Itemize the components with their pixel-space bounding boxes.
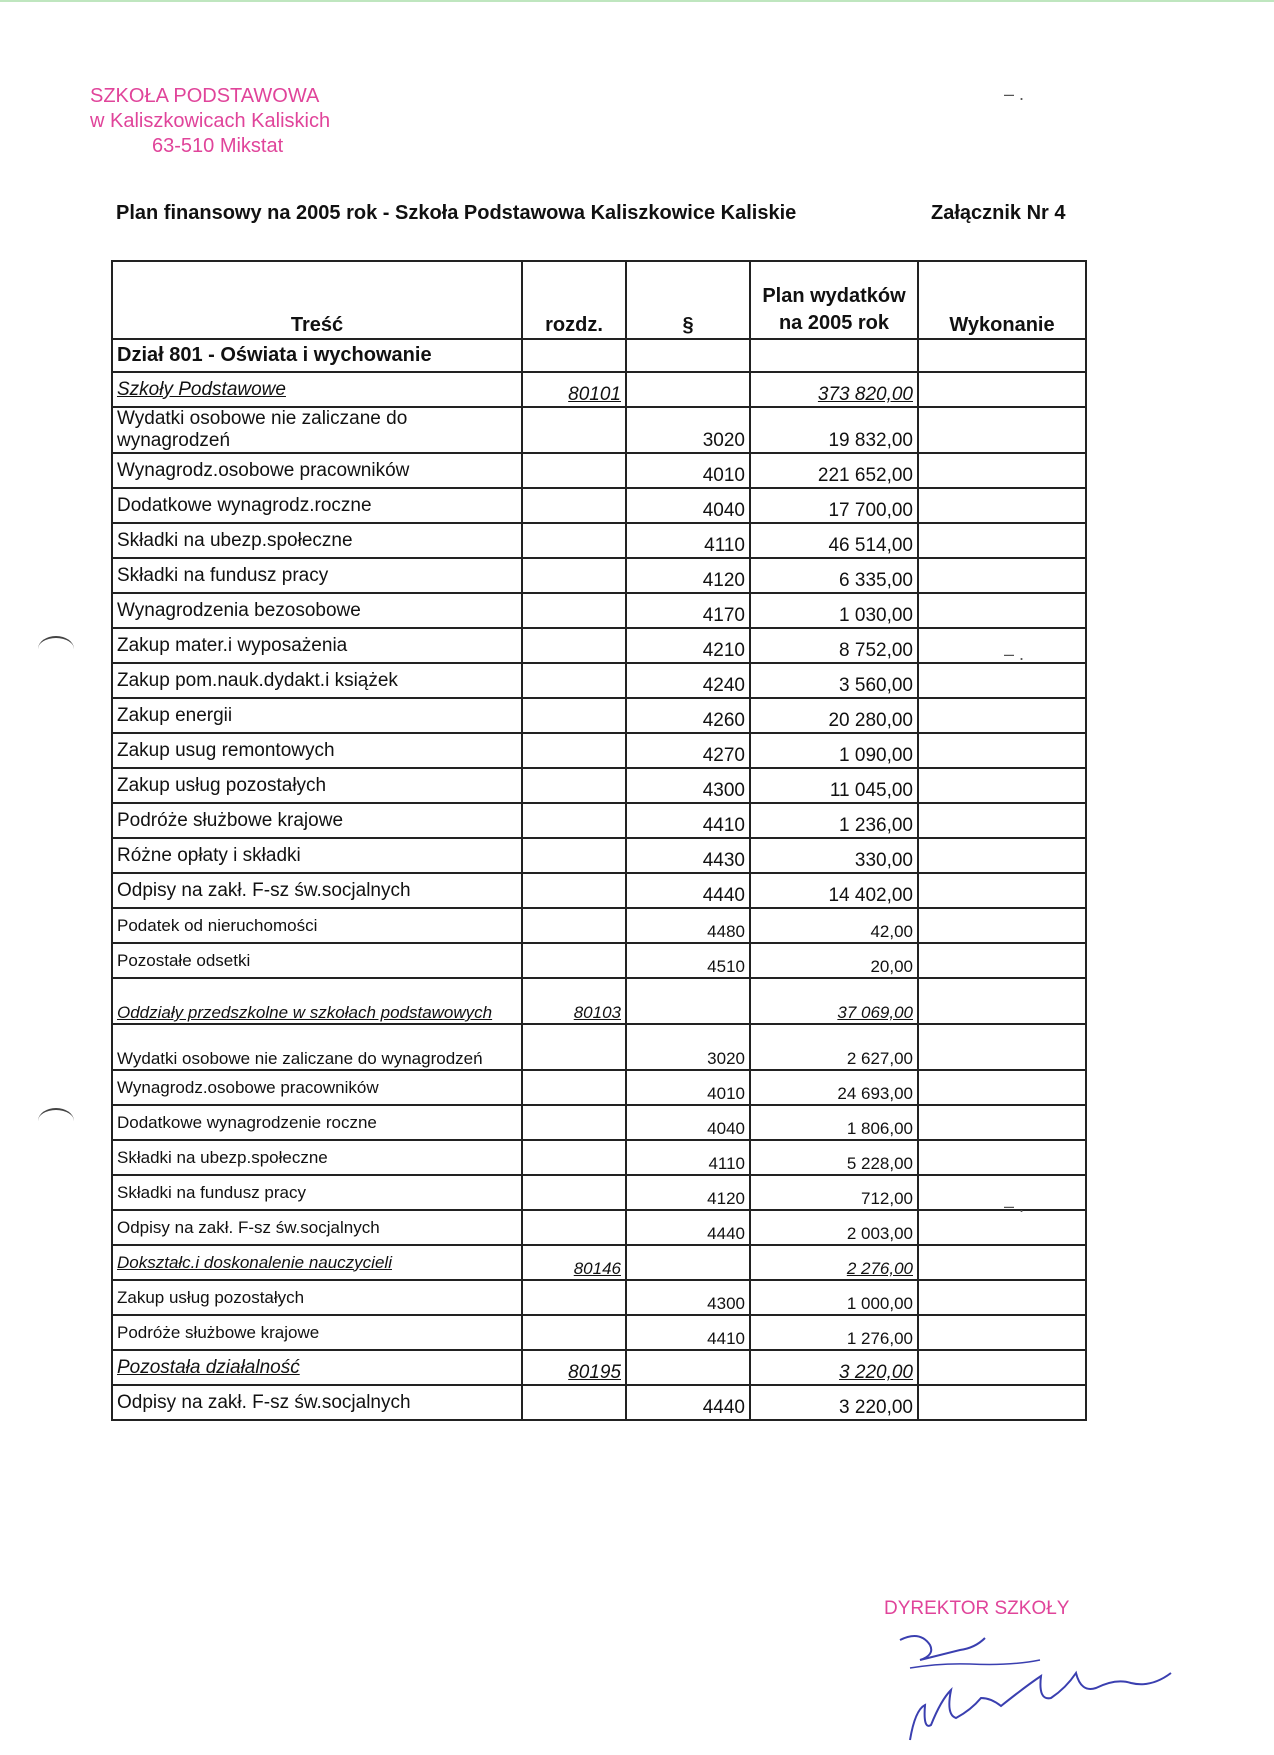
- row-label: Dokształc.i doskonalenie nauczycieli: [112, 1245, 522, 1280]
- row-plan-amount: 6 335,00: [750, 558, 918, 593]
- row-paragraph: 4410: [626, 1315, 750, 1350]
- row-label: Odpisy na zakł. F-sz św.socjalnych: [112, 1385, 522, 1420]
- row-rozdz: 80101: [522, 372, 626, 407]
- header-plan-line2: na 2005 rok: [778, 312, 890, 334]
- row-rozdz: [522, 593, 626, 628]
- row-paragraph: [626, 339, 750, 372]
- division-row: [112, 339, 1086, 372]
- row-paragraph: 4270: [626, 733, 750, 768]
- row-plan-amount: 3 220,00: [750, 1385, 918, 1420]
- row-rozdz: [522, 1070, 626, 1105]
- financial-plan-table: [111, 260, 1087, 1421]
- row-paragraph: 3020: [626, 1024, 750, 1070]
- row-label: Składki na fundusz pracy: [112, 1175, 522, 1210]
- row-plan-amount: 42,00: [750, 908, 918, 943]
- document-title: Plan finansowy na 2005 rok - Szkoła Podstawowa Kaliszkowice Kaliskie: [116, 202, 797, 224]
- punch-hole-mark: [38, 636, 74, 662]
- row-execution: [918, 1175, 1086, 1210]
- header-execution: Wykonanie: [918, 261, 1086, 339]
- table-row: [112, 453, 1086, 488]
- row-label: Podróże służbowe krajowe: [112, 803, 522, 838]
- row-paragraph: [626, 1350, 750, 1385]
- row-paragraph: 4120: [626, 558, 750, 593]
- row-paragraph: 4510: [626, 943, 750, 978]
- school-stamp: [90, 84, 330, 159]
- row-plan-amount: [750, 339, 918, 372]
- row-plan-amount: 46 514,00: [750, 523, 918, 558]
- row-execution: [918, 1140, 1086, 1175]
- row-rozdz: [522, 453, 626, 488]
- row-plan-amount: 712,00: [750, 1175, 918, 1210]
- row-rozdz: [522, 1024, 626, 1070]
- row-execution: [918, 978, 1086, 1024]
- row-label: Oddziały przedszkolne w szkołach podstawowych: [112, 978, 522, 1024]
- row-label: Odpisy na zakł. F-sz św.socjalnych: [112, 1210, 522, 1245]
- header-row: [112, 261, 1086, 339]
- row-label: Różne opłaty i składki: [112, 838, 522, 873]
- row-execution: [918, 1350, 1086, 1385]
- row-rozdz: 80195: [522, 1350, 626, 1385]
- row-paragraph: 4300: [626, 1280, 750, 1315]
- row-execution: [918, 1245, 1086, 1280]
- row-label: Zakup energii: [112, 698, 522, 733]
- row-paragraph: 3020: [626, 407, 750, 453]
- table-row: [112, 523, 1086, 558]
- row-plan-amount: 1 806,00: [750, 1105, 918, 1140]
- table-row: [112, 838, 1086, 873]
- row-paragraph: 4240: [626, 663, 750, 698]
- header-plan: [750, 261, 918, 339]
- scan-mark: ‒ .: [1004, 84, 1025, 104]
- row-label: Wydatki osobowe nie zaliczane do wynagrodzeń: [112, 407, 522, 453]
- row-rozdz: [522, 1210, 626, 1245]
- row-paragraph: [626, 372, 750, 407]
- row-execution: [918, 908, 1086, 943]
- row-rozdz: [522, 558, 626, 593]
- row-rozdz: [522, 838, 626, 873]
- row-rozdz: [522, 1105, 626, 1140]
- row-label: Składki na ubezp.społeczne: [112, 523, 522, 558]
- row-plan-amount: 1 276,00: [750, 1315, 918, 1350]
- row-rozdz: [522, 873, 626, 908]
- row-plan-amount: 1 000,00: [750, 1280, 918, 1315]
- row-execution: [918, 488, 1086, 523]
- row-paragraph: 4040: [626, 1105, 750, 1140]
- row-plan-amount: 1 090,00: [750, 733, 918, 768]
- row-rozdz: [522, 339, 626, 372]
- row-execution: [918, 663, 1086, 698]
- row-plan-amount: 330,00: [750, 838, 918, 873]
- row-execution: [918, 407, 1086, 453]
- header-paragraph: §: [626, 261, 750, 339]
- table-row: [112, 873, 1086, 908]
- row-execution: [918, 803, 1086, 838]
- row-execution: [918, 593, 1086, 628]
- row-plan-amount: 17 700,00: [750, 488, 918, 523]
- row-label: Pozostała działalność: [112, 1350, 522, 1385]
- row-label: Podróże służbowe krajowe: [112, 1315, 522, 1350]
- annex-label: Załącznik Nr 4: [931, 202, 1066, 224]
- row-execution: [918, 1210, 1086, 1245]
- table-row: [112, 1385, 1086, 1420]
- table-row: [112, 768, 1086, 803]
- table-row: [112, 1210, 1086, 1245]
- row-label: Szkoły Podstawowe: [112, 372, 522, 407]
- handwritten-signature: [880, 1600, 1210, 1750]
- row-rozdz: [522, 1175, 626, 1210]
- row-label: Zakup usug remontowych: [112, 733, 522, 768]
- header-name: Treść: [112, 261, 522, 339]
- row-rozdz: [522, 908, 626, 943]
- row-plan-amount: 24 693,00: [750, 1070, 918, 1105]
- table-row: [112, 803, 1086, 838]
- row-label: Wynagrodz.osobowe pracowników: [112, 453, 522, 488]
- row-plan-amount: 20,00: [750, 943, 918, 978]
- row-plan-amount: 2 003,00: [750, 1210, 918, 1245]
- row-plan-amount: 3 560,00: [750, 663, 918, 698]
- row-plan-amount: 5 228,00: [750, 1140, 918, 1175]
- table-row: [112, 1140, 1086, 1175]
- row-rozdz: [522, 1385, 626, 1420]
- table-row: [112, 908, 1086, 943]
- table-row: [112, 1024, 1086, 1070]
- table-row: [112, 593, 1086, 628]
- row-execution: [918, 372, 1086, 407]
- row-execution: [918, 628, 1086, 663]
- row-label: Zakup mater.i wyposażenia: [112, 628, 522, 663]
- header-plan-line1: Plan wydatków: [762, 285, 906, 307]
- row-plan-amount: 1 030,00: [750, 593, 918, 628]
- row-execution: [918, 1280, 1086, 1315]
- row-label: Zakup pom.nauk.dydakt.i książek: [112, 663, 522, 698]
- row-rozdz: [522, 407, 626, 453]
- row-paragraph: [626, 978, 750, 1024]
- stamp-line-2: w Kaliszkowicach Kaliskich: [90, 110, 331, 132]
- row-label: Wynagrodzenia bezosobowe: [112, 593, 522, 628]
- table-row: [112, 733, 1086, 768]
- table-row: [112, 943, 1086, 978]
- row-paragraph: 4010: [626, 1070, 750, 1105]
- row-rozdz: [522, 1140, 626, 1175]
- row-paragraph: 4440: [626, 1385, 750, 1420]
- row-label: Odpisy na zakł. F-sz św.socjalnych: [112, 873, 522, 908]
- row-execution: [918, 453, 1086, 488]
- row-paragraph: 4480: [626, 908, 750, 943]
- row-paragraph: 4170: [626, 593, 750, 628]
- row-plan-amount: 11 045,00: [750, 768, 918, 803]
- table-row: [112, 663, 1086, 698]
- row-paragraph: 4440: [626, 1210, 750, 1245]
- row-label: Zakup usług pozostałych: [112, 768, 522, 803]
- row-label: Pozostałe odsetki: [112, 943, 522, 978]
- row-label: Składki na ubezp.społeczne: [112, 1140, 522, 1175]
- table-row: [112, 558, 1086, 593]
- header-rozdz: rozdz.: [522, 261, 626, 339]
- row-rozdz: [522, 488, 626, 523]
- row-execution: [918, 1105, 1086, 1140]
- row-label: Wydatki osobowe nie zaliczane do wynagrodzeń: [112, 1024, 522, 1070]
- row-execution: [918, 1070, 1086, 1105]
- table-row: [112, 488, 1086, 523]
- row-plan-amount: 8 752,00: [750, 628, 918, 663]
- row-execution: [918, 523, 1086, 558]
- row-rozdz: [522, 803, 626, 838]
- chapter-row: [112, 372, 1086, 407]
- scan-top-edge: [0, 0, 1274, 2]
- row-paragraph: 4120: [626, 1175, 750, 1210]
- row-label: Dział 801 - Oświata i wychowanie: [112, 339, 522, 372]
- row-paragraph: [626, 1245, 750, 1280]
- row-execution: [918, 1385, 1086, 1420]
- row-rozdz: [522, 663, 626, 698]
- row-execution: [918, 698, 1086, 733]
- scan-mark: ‒ .: [1004, 1196, 1025, 1216]
- row-paragraph: 4260: [626, 698, 750, 733]
- director-stamp: DYREKTOR SZKOŁY: [884, 1598, 1070, 1619]
- stamp-line-1: SZKOŁA PODSTAWOWA: [90, 85, 320, 107]
- row-label: Zakup usług pozostałych: [112, 1280, 522, 1315]
- row-label: Dodatkowe wynagrodzenie roczne: [112, 1105, 522, 1140]
- row-rozdz: [522, 628, 626, 663]
- row-execution: [918, 1024, 1086, 1070]
- row-execution: [918, 558, 1086, 593]
- row-plan-amount: 221 652,00: [750, 453, 918, 488]
- table-body: [112, 339, 1086, 1420]
- row-rozdz: [522, 698, 626, 733]
- row-rozdz: 80146: [522, 1245, 626, 1280]
- table-row: [112, 628, 1086, 663]
- table-row: [112, 1105, 1086, 1140]
- row-paragraph: 4410: [626, 803, 750, 838]
- row-execution: [918, 873, 1086, 908]
- row-execution: [918, 943, 1086, 978]
- row-rozdz: [522, 733, 626, 768]
- row-plan-amount: 1 236,00: [750, 803, 918, 838]
- row-execution: [918, 733, 1086, 768]
- table-row: [112, 1315, 1086, 1350]
- row-plan-amount: 3 220,00: [750, 1350, 918, 1385]
- row-execution: [918, 838, 1086, 873]
- chapter-row: [112, 978, 1086, 1024]
- row-rozdz: [522, 1280, 626, 1315]
- row-execution: [918, 1315, 1086, 1350]
- row-plan-amount: 19 832,00: [750, 407, 918, 453]
- table-row: [112, 1175, 1086, 1210]
- row-paragraph: 4010: [626, 453, 750, 488]
- row-paragraph: 4110: [626, 1140, 750, 1175]
- row-rozdz: 80103: [522, 978, 626, 1024]
- row-plan-amount: 2 276,00: [750, 1245, 918, 1280]
- row-rozdz: [522, 1315, 626, 1350]
- chapter-row: [112, 1245, 1086, 1280]
- row-rozdz: [522, 768, 626, 803]
- row-paragraph: 4440: [626, 873, 750, 908]
- table-row: [112, 1070, 1086, 1105]
- row-plan-amount: 20 280,00: [750, 698, 918, 733]
- chapter-row: [112, 1350, 1086, 1385]
- table-row: [112, 407, 1086, 453]
- table-row: [112, 1280, 1086, 1315]
- row-plan-amount: 14 402,00: [750, 873, 918, 908]
- row-label: Składki na fundusz pracy: [112, 558, 522, 593]
- row-rozdz: [522, 523, 626, 558]
- row-execution: [918, 768, 1086, 803]
- row-paragraph: 4430: [626, 838, 750, 873]
- table-row: [112, 698, 1086, 733]
- row-label: Podatek od nieruchomości: [112, 908, 522, 943]
- row-paragraph: 4300: [626, 768, 750, 803]
- row-execution: [918, 339, 1086, 372]
- row-paragraph: 4110: [626, 523, 750, 558]
- punch-hole-mark: [38, 1108, 74, 1134]
- row-paragraph: 4210: [626, 628, 750, 663]
- stamp-line-3: 63-510 Mikstat: [152, 135, 284, 157]
- row-rozdz: [522, 943, 626, 978]
- row-label: Wynagrodz.osobowe pracowników: [112, 1070, 522, 1105]
- row-plan-amount: 2 627,00: [750, 1024, 918, 1070]
- scan-mark: ‒ .: [1004, 644, 1025, 664]
- row-paragraph: 4040: [626, 488, 750, 523]
- row-plan-amount: 37 069,00: [750, 978, 918, 1024]
- row-label: Dodatkowe wynagrodz.roczne: [112, 488, 522, 523]
- row-plan-amount: 373 820,00: [750, 372, 918, 407]
